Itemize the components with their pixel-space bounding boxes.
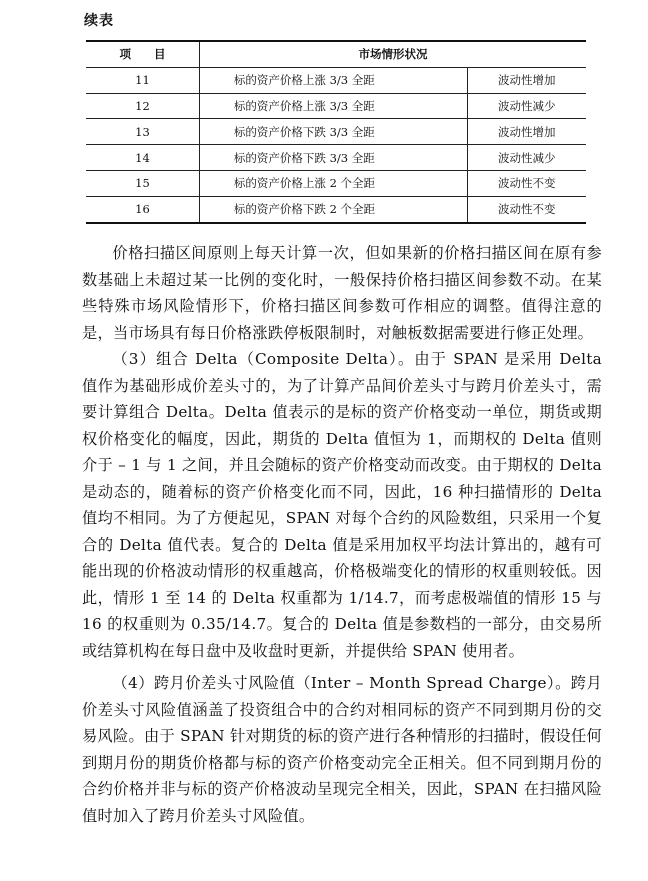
row-volatility: 波动性增加: [467, 67, 586, 93]
table-row: [86, 93, 586, 119]
table-row: [86, 119, 586, 145]
paragraph-composite-delta: （3）组合 Delta（Composite Delta）。由于 SPAN 是采用 Delta 值作为基础形成价差头寸的，为了计算产品间价差头寸与跨月价差头寸，需要计算组合 Delta。Delta 值表示的是标的资产价格变动一单位，期货或期权价格变化的幅度，因此，期货的 Delta 值恒为 1，而期权的 Delta 值则介于 – 1 与 1 之间，并且会随标的资产价格变动而改变。由于期权的 Delta 是动态的，随着标的资产价格变化而不同，因此，16 种扫描情形的 Delta 值均不相同。为了方便起见，SPAN 对每个合约的风险数组，只采用一个复合的 Delta 值代表。复合的 Delta 值是采用加权平均法计算出的，越有可能出现的价格波动情形的权重越高，价格极端变化的情形的权重则较低。因此，情形 1 至 14 的 Delta 权重都为 1/14.7，而考虑极端值的情形 15 与 16 的权重则为 0.35/14.7。复合的 Delta 值是参数档的一部分，由交易所或结算机构在每日盘中及收盘时更新，并提供给 SPAN 使用者。: [82, 350, 602, 660]
row-id: 15: [86, 170, 199, 196]
row-price-change: 标的资产价格上涨 3/3 全距: [199, 93, 467, 119]
header-market-situation: 市场情形状况: [199, 41, 586, 67]
header-item: 项 目: [86, 41, 199, 67]
row-price-change: 标的资产价格上涨 2 个全距: [199, 170, 467, 196]
row-volatility: 波动性不变: [467, 196, 586, 222]
row-price-change: 标的资产价格下跌 2 个全距: [199, 196, 467, 222]
row-id: 14: [86, 145, 199, 171]
row-id: 13: [86, 119, 199, 145]
row-volatility: 波动性减少: [467, 145, 586, 171]
body-text: [82, 240, 602, 829]
table-row: [86, 196, 586, 222]
row-id: 12: [86, 93, 199, 119]
table-header-row: [86, 41, 586, 67]
row-price-change: 标的资产价格下跌 3/3 全距: [199, 119, 467, 145]
row-volatility: 波动性减少: [467, 93, 586, 119]
row-price-change: 标的资产价格上涨 3/3 全距: [199, 67, 467, 93]
row-price-change: 标的资产价格下跌 3/3 全距: [199, 145, 467, 171]
row-volatility: 波动性增加: [467, 119, 586, 145]
paragraph-price-scan-range: 价格扫描区间原则上每天计算一次，但如果新的价格扫描区间在原有参数基础上未超过某一比例的变化时，一般保持价格扫描区间参数不动。在某些特殊市场风险情形下，价格扫描区间参数可作相应的调整。值得注意的是，当市场具有每日价格涨跌停板限制时，对触板数据需要进行修正处理。: [82, 244, 602, 342]
paragraph-inter-month-spread: （4）跨月价差头寸风险值（Inter – Month Spread Charge）。跨月价差头寸风险值涵盖了投资组合中的合约对相同标的资产不同到期月份的交易风险。由于 SPAN 针对期货的标的资产进行各种情形的扫描时，假设任何到期月份的期货价格都与标的资产价格变动完全正相关。但不同到期月份的合约价格并非与标的资产价格波动呈现完全相关，因此，SPAN 在扫描风险值时加入了跨月价差头寸风险值。: [82, 674, 602, 825]
table-row: [86, 170, 586, 196]
continued-table-label: 续表: [84, 13, 114, 29]
row-id: 11: [86, 67, 199, 93]
row-id: 16: [86, 196, 199, 222]
row-volatility: 波动性不变: [467, 170, 586, 196]
market-scenario-table: [86, 40, 586, 224]
table-row: [86, 145, 586, 171]
table-row: [86, 67, 586, 93]
